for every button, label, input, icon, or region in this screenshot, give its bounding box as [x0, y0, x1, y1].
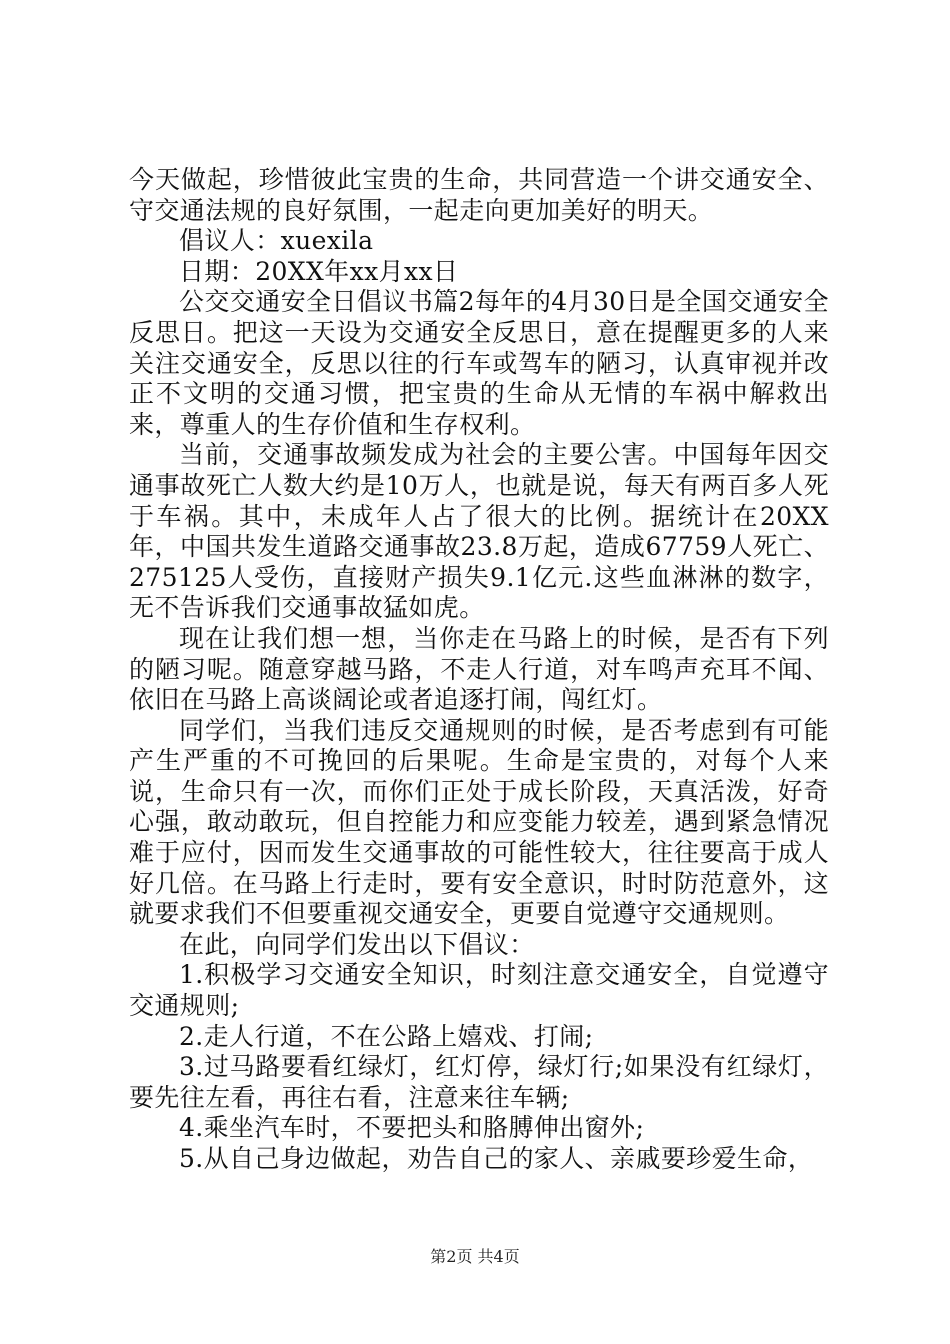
paragraph-7: 同学们，当我们违反交通规则的时候，是否考虑到有可能产生严重的不可挽回的后果呢。生命是宝贵的，对每个人来说，生命只有一次，而你们正处于成长阶段，天真活泼，好奇心强，敢动敢玩，但自控能力和应变能力较差，遇到紧急情况难于应付，因而发生交通事故的可能性较大，往往要高于成人好几倍。在马路上行走时，要有安全意识，时时防范意外，这就要求我们不但要重视交通安全，更要自觉遵守交通规则。: [129, 715, 829, 929]
paragraph-6: 现在让我们想一想，当你走在马路上的时候，是否有下列的陋习呢。随意穿越马路，不走人行道，对车鸣声充耳不闻、依旧在马路上高谈阔论或者追逐打闹，闯红灯。: [129, 623, 829, 715]
paragraph-5: 当前，交通事故频发成为社会的主要公害。中国每年因交通事故死亡人数大约是10万人，也就是说，每天有两百多人死于车祸。其中，未成年人占了很大的比例。据统计在20XX年，中国共发生道路交通事故23.8万起，造成67759人死亡、275125人受伤，直接财产损失9.1亿元.这些血淋淋的数字，无不告诉我们交通事故猛如虎。: [129, 440, 829, 623]
list-item-1: 1.积极学习交通安全知识，时刻注意交通安全，自觉遵守交通规则;: [129, 960, 829, 1021]
paragraph-initiator: 倡议人：xuexila: [179, 226, 374, 256]
list-item-3: 3.过马路要看红绿灯，红灯停，绿灯行;如果没有红绿灯，要先往左看，再往右看，注意来往车辆;: [129, 1052, 829, 1112]
document-body: [129, 165, 829, 1175]
paragraph-1: 今天做起，珍惜彼此宝贵的生命，共同营造一个讲交通安全、守交通法规的良好氛围，一起走向更加美好的明天。: [129, 165, 829, 225]
paragraph-4: 公交交通安全日倡议书篇2每年的4月30日是全国交通安全反思日。把这一天设为交通安全反思日，意在提醒更多的人来关注交通安全，反思以往的行车或驾车的陋习，认真审视并改正不文明的交通习惯，把宝贵的生命从无情的车祸中解救出来，尊重人的生存价值和生存权利。: [129, 287, 829, 439]
page-number-footer: 第2页 共4页: [430, 1247, 520, 1266]
paragraph-date: 日期：20XX年xx月xx日: [179, 256, 459, 286]
list-item-5: 5.从自己身边做起，劝告自己的家人、亲戚要珍爱生命，: [179, 1144, 814, 1173]
paragraph-8: 在此，向同学们发出以下倡议：: [179, 929, 535, 959]
list-item-2: 2.走人行道，不在公路上嬉戏、打闹;: [179, 1021, 594, 1051]
list-item-4: 4.乘坐汽车时，不要把头和胳膊伸出窗外;: [179, 1113, 645, 1143]
